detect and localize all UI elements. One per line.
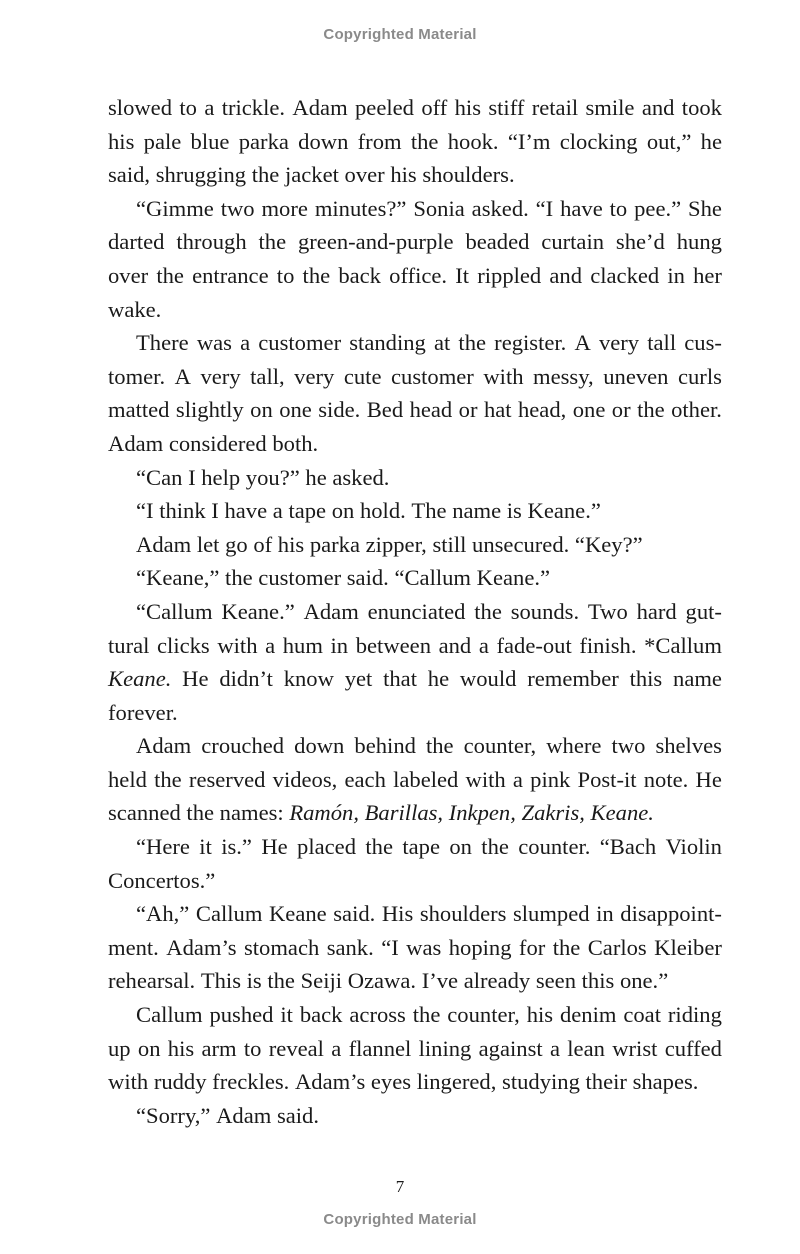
text-line: over the entrance to the back office. It rippled and clacked in her: [108, 262, 722, 288]
text-line: “I think I have a tape on hold. The name is Keane.”: [136, 498, 601, 524]
text-line: “Keane,” the customer said. “Callum Keane.”: [136, 565, 551, 591]
text-line: “Callum Keane.” Adam enunciated the sounds. Two hard gut-: [136, 598, 722, 624]
text-line: Adam crouched down behind the counter, where two shelves: [136, 733, 722, 759]
text-line: “Can I help you?” he asked.: [136, 464, 390, 490]
text-line: up on his arm to reveal a flannel lining against a lean wrist cuffed: [108, 1035, 722, 1061]
text-line: tural clicks with a hum in between and a fade-out finish. *Callum: [108, 632, 722, 658]
text-line: There was a customer standing at the register. A very tall cus-: [136, 330, 722, 356]
text-line: wake.: [108, 296, 162, 322]
text-line: Adam let go of his parka zipper, still unsecured. “Key?”: [136, 531, 643, 557]
text-line: ment. Adam’s stomach sank. “I was hoping for the Carlos Kleiber: [108, 934, 722, 960]
text-line: his pale blue parka down from the hook. “I’m clocking out,” he: [108, 128, 722, 154]
copyright-watermark-bottom: Copyrighted Material: [323, 1211, 477, 1228]
text-line: Callum pushed it back across the counter, his denim coat riding: [136, 1002, 722, 1028]
text-line: Adam considered both.: [108, 430, 319, 456]
text-line: with ruddy freckles. Adam’s eyes lingered, studying their shapes.: [108, 1069, 699, 1095]
text-line: matted slightly on one side. Bed head or hat head, one or the other.: [108, 397, 722, 423]
text-line: “Sorry,” Adam said.: [136, 1102, 319, 1128]
page-number: 7: [395, 1177, 405, 1196]
text-line: “Gimme two more minutes?” Sonia asked. “I have to pee.” She: [136, 195, 722, 221]
text-line: Keane. He didn’t know yet that he would remember this name: [108, 666, 722, 692]
text-line: Concertos.”: [108, 867, 216, 893]
text-line: said, shrugging the jacket over his shoulders.: [108, 162, 515, 188]
text-line: held the reserved videos, each labeled with a pink Post-it note. He: [108, 766, 722, 792]
text-line: darted through the green-and-purple beaded curtain she’d hung: [108, 229, 722, 255]
text-line: forever.: [108, 699, 178, 725]
page-body-text: [108, 91, 722, 1132]
copyright-watermark-top: Copyrighted Material: [323, 26, 477, 43]
text-line: “Here it is.” He placed the tape on the counter. “Bach Violin: [136, 834, 722, 860]
text-line: tomer. A very tall, very cute customer with messy, uneven curls: [108, 363, 722, 389]
text-line: slowed to a trickle. Adam peeled off his stiff retail smile and took: [108, 95, 722, 120]
text-line: scanned the names: Ramón, Barillas, Inkpen, Zakris, Keane.: [108, 800, 654, 826]
text-line: rehearsal. This is the Seiji Ozawa. I’ve already seen this one.”: [108, 968, 669, 994]
text-line: “Ah,” Callum Keane said. His shoulders slumped in disappoint-: [136, 901, 722, 927]
